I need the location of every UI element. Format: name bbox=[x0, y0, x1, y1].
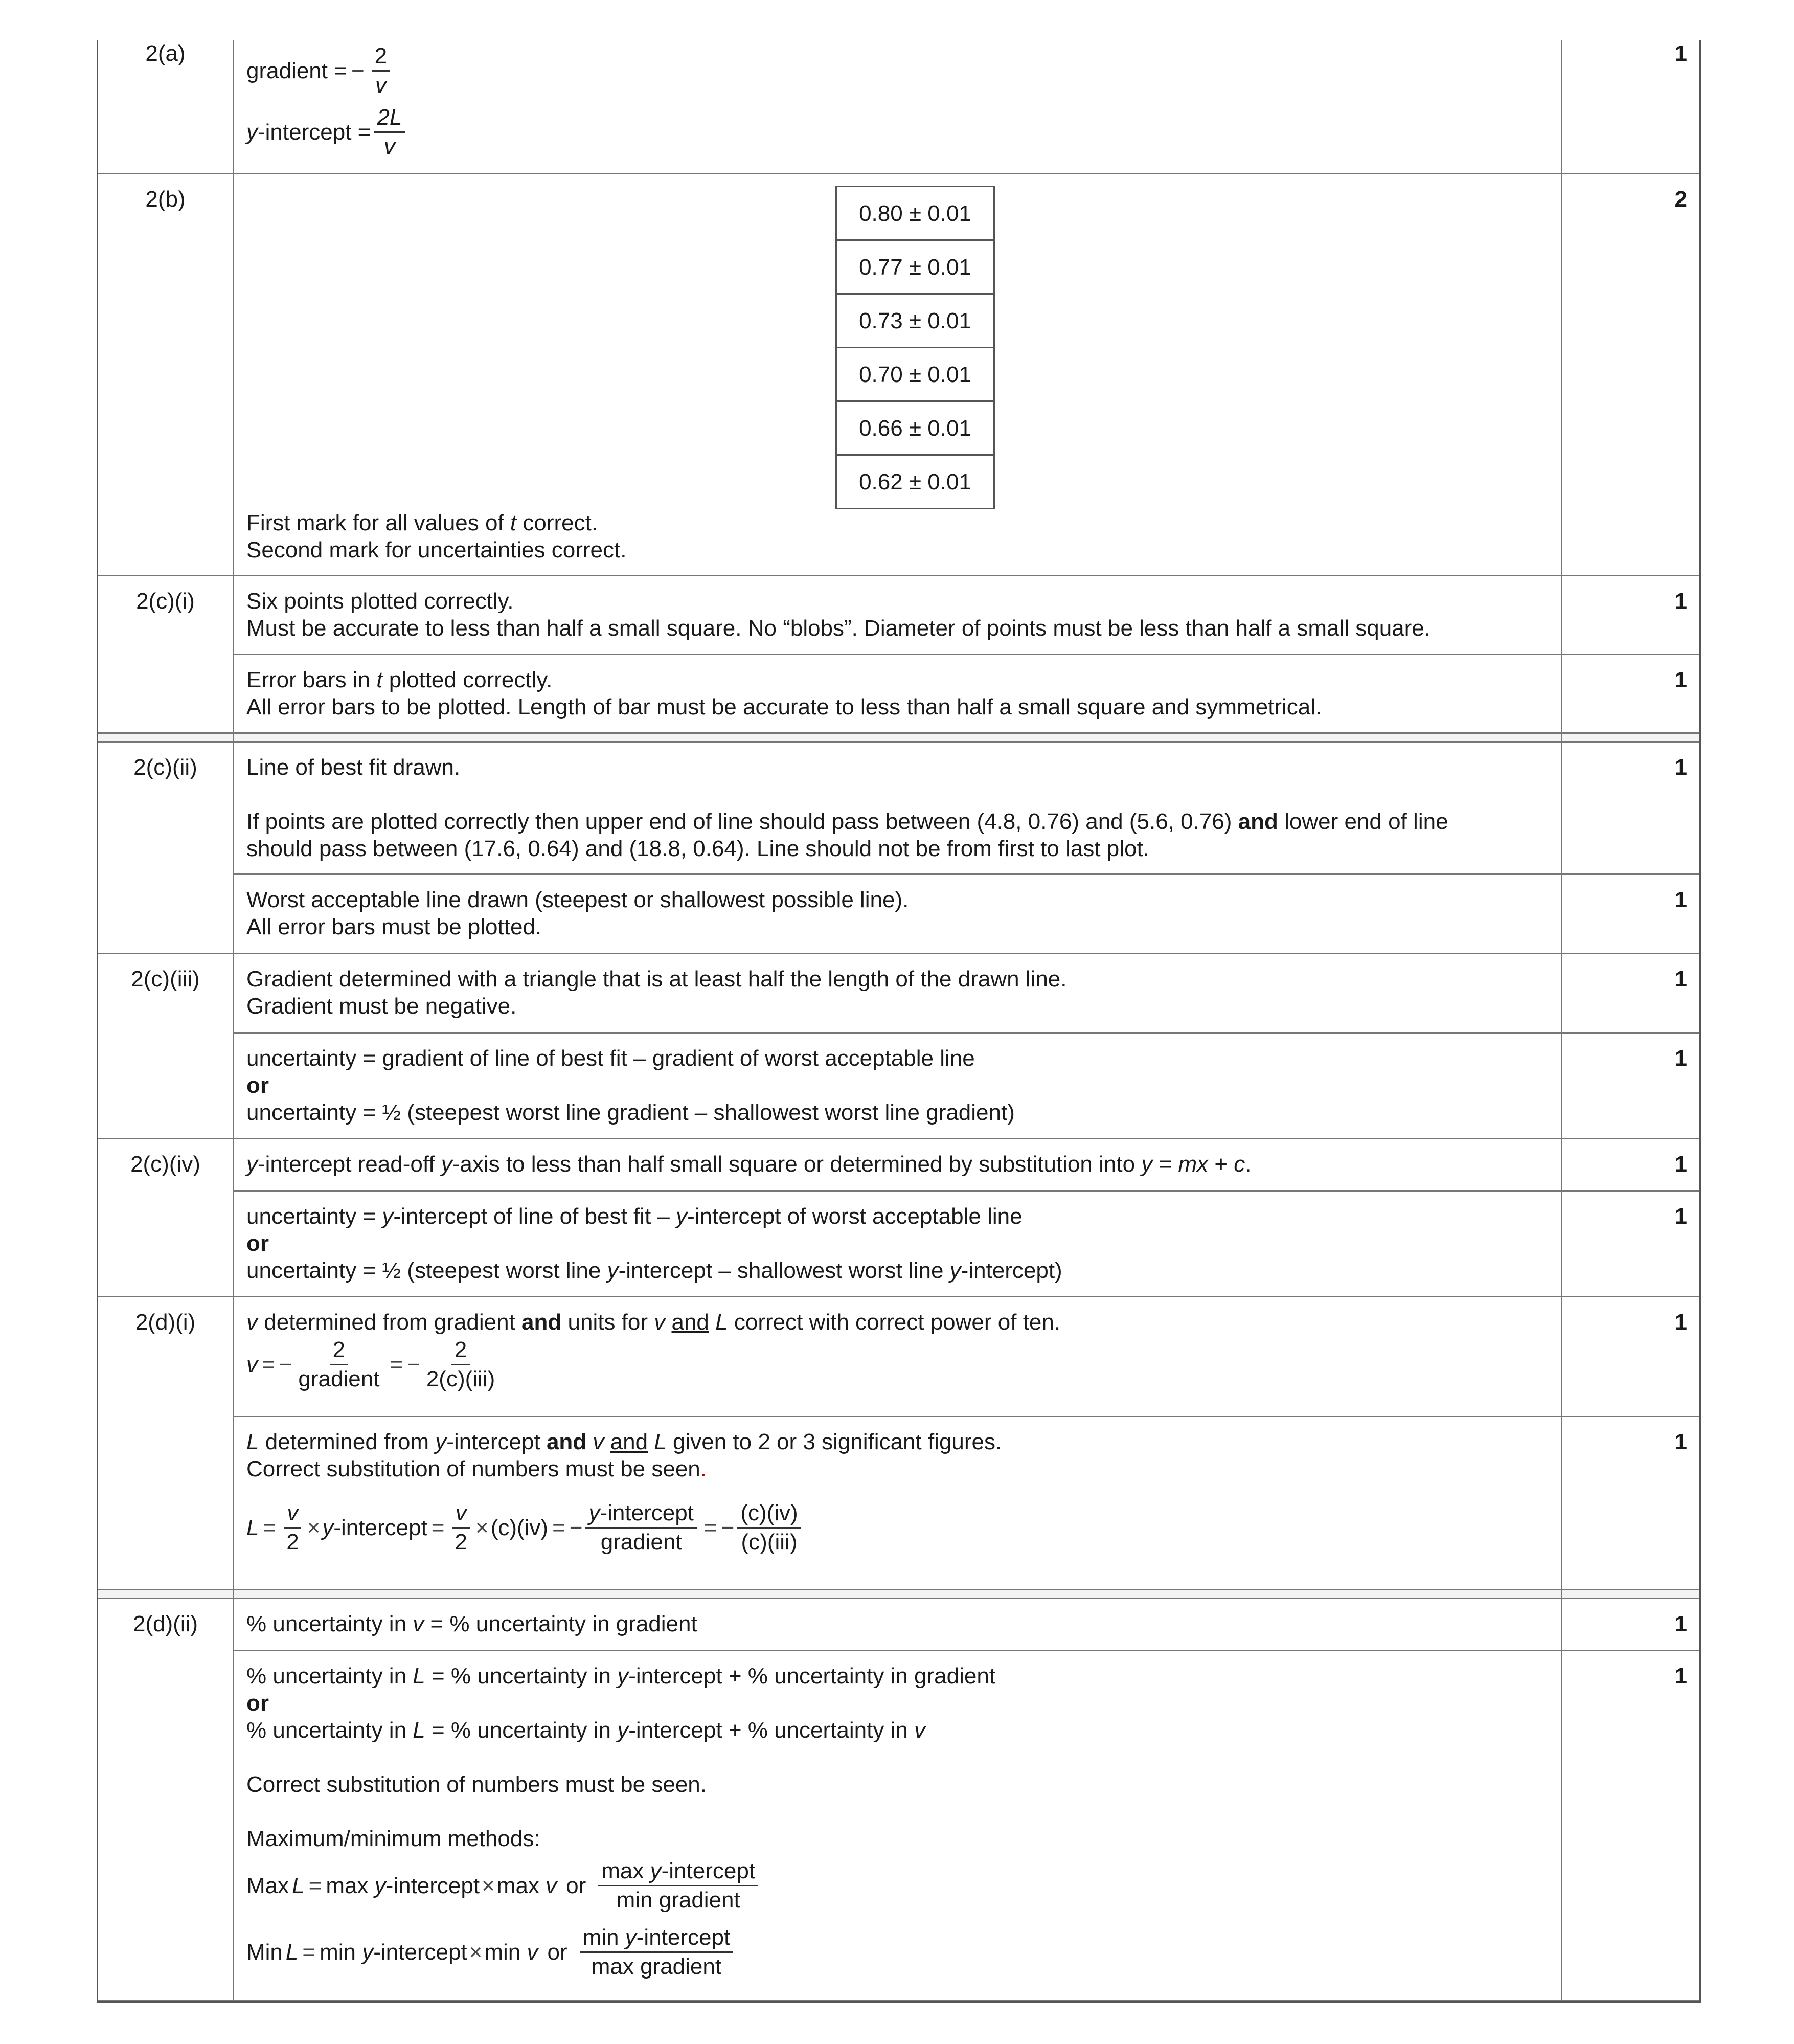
answer-line: uncertainty = ½ (steepest worst line y-intercept – shallowest worst line y-intercept) bbox=[246, 1258, 1062, 1283]
gradient-expression bbox=[246, 40, 1549, 101]
answer-line: Error bars in t plotted correctly. bbox=[246, 667, 553, 692]
answer-line: Six points plotted correctly. bbox=[246, 589, 514, 614]
value-cell: 0.62 ± 0.01 bbox=[836, 455, 994, 509]
L-equation: L = $\frac{v}{2}$ × y-intercept = $\frac{v}{2}$ × (c)(iv) = − $\frac{\text{y-intercept}}{\text{gradient}}$ = − $\frac{(c)(iv)}{\text{(c)(iii)}}$ bbox=[246, 1492, 1549, 1563]
answer-cell bbox=[234, 1191, 1562, 1297]
min-L-equation: Min L = min y -intercept × min v or $\frac{\text{min y-intercept}}{\text{max gradient}}$ bbox=[246, 1919, 1549, 1985]
question-number: 2(c)(i) bbox=[98, 576, 234, 733]
row-2dii-b bbox=[98, 1651, 1699, 2001]
answer-cell bbox=[234, 954, 1562, 1033]
mark: 1 bbox=[1561, 1139, 1699, 1191]
mark-scheme-table bbox=[98, 40, 1699, 2001]
answer-line: % uncertainty in L = % uncertainty in y-intercept + % uncertainty in gradient bbox=[246, 1664, 996, 1689]
row-2di-b bbox=[98, 1417, 1699, 1590]
answer-cell bbox=[234, 40, 1562, 174]
or-word: or bbox=[246, 1231, 269, 1256]
fraction: $\frac{\text{min y-intercept}}{\text{max gradient}}$ bbox=[580, 1924, 734, 1981]
mark: 1 bbox=[1561, 954, 1699, 1033]
answer-cell bbox=[234, 655, 1562, 733]
value-cell: 0.80 ± 0.01 bbox=[836, 187, 994, 240]
answer-line: % uncertainty in L = % uncertainty in y-intercept + % uncertainty in v bbox=[246, 1718, 926, 1743]
answer-cell bbox=[234, 1417, 1562, 1590]
answer-cell bbox=[234, 1599, 1562, 1651]
mark: 1 bbox=[1561, 655, 1699, 733]
or-word: or bbox=[246, 1691, 269, 1716]
answer-line: Line of best fit drawn. bbox=[246, 755, 461, 780]
minus-sign: − bbox=[351, 58, 365, 83]
max-L-equation: Max L = max y -intercept × max v or $\frac{\text{max y-intercept}}{\text{min gradient}}$ bbox=[246, 1852, 1549, 1919]
mark: 1 bbox=[1561, 576, 1699, 655]
mark-scheme-sheet bbox=[97, 40, 1701, 2003]
question-number: 2(c)(iv) bbox=[98, 1139, 234, 1297]
answer-line: All error bars to be plotted. Length of bar must be accurate to less than half a small square and symmetrical. bbox=[246, 694, 1322, 720]
row-2a bbox=[98, 40, 1699, 174]
mark: 1 bbox=[1561, 1191, 1699, 1297]
answer-line: Maximum/minimum methods: bbox=[246, 1826, 540, 1851]
row-2ci-b bbox=[98, 655, 1699, 733]
fraction: $\frac{\text{max y-intercept}}{\text{min gradient}}$ bbox=[598, 1857, 758, 1914]
row-2ci-a bbox=[98, 576, 1699, 655]
mark: 1 bbox=[1561, 1599, 1699, 1651]
or-word: or bbox=[246, 1073, 269, 1098]
answer-cell bbox=[234, 1297, 1562, 1417]
row-2di-a bbox=[98, 1297, 1699, 1417]
question-number: 2(d)(i) bbox=[98, 1297, 234, 1590]
mark: 2 bbox=[1561, 174, 1699, 576]
fraction: $\frac{2}{\text{gradient}}$ bbox=[298, 1337, 380, 1391]
note-line: First mark for all values of t correct. bbox=[246, 510, 598, 535]
answer-cell bbox=[234, 576, 1562, 655]
answer-line: Must be accurate to less than half a small square. No “blobs”. Diameter of points must be less than half a small square. bbox=[246, 616, 1430, 641]
section-gap bbox=[98, 733, 1699, 742]
notes bbox=[246, 509, 1549, 564]
mark: 1 bbox=[1561, 1417, 1699, 1590]
row-2ciii-a bbox=[98, 954, 1699, 1033]
answer-line: Gradient must be negative. bbox=[246, 994, 517, 1019]
fraction: $\frac{2}{\text{2(c)(iii)}}$ bbox=[426, 1337, 495, 1391]
intercept-expression bbox=[246, 101, 1549, 163]
question-number: 2(c)(ii) bbox=[98, 742, 234, 954]
answer-line: uncertainty = gradient of line of best fit – gradient of worst acceptable line bbox=[246, 1046, 975, 1071]
question-number: 2(c)(iii) bbox=[98, 954, 234, 1139]
answer-line: Correct substitution of numbers must be seen. bbox=[246, 1772, 707, 1797]
mark: 1 bbox=[1561, 1651, 1699, 2001]
row-2cii-a bbox=[98, 742, 1699, 874]
row-2dii-a bbox=[98, 1599, 1699, 1651]
fraction: $\frac{(c)(iv)}{\text{(c)(iii)}}$ bbox=[737, 1499, 801, 1556]
question-number: 2(b) bbox=[98, 174, 234, 576]
note-line: Second mark for uncertainties correct. bbox=[246, 537, 627, 563]
answer-line: y-intercept read-off y-axis to less than half small square or determined by substitution into y = mx + c. bbox=[246, 1152, 1252, 1177]
answer-line: uncertainty = y-intercept of line of best fit – y-intercept of worst acceptable line bbox=[246, 1204, 1023, 1229]
denominator: v bbox=[375, 72, 387, 98]
fraction: $\frac{v}{2}$ bbox=[452, 1499, 470, 1556]
answer-line: Correct substitution of numbers must be seen. bbox=[246, 1456, 707, 1481]
value-cell: 0.66 ± 0.01 bbox=[836, 401, 994, 455]
value-cell: 0.70 ± 0.01 bbox=[836, 348, 994, 401]
v-equation: v = − $\frac{2}{\text{gradient}}$ = − $\frac{2}{\text{2(c)(iii)}}$ bbox=[246, 1336, 1549, 1393]
mark: 1 bbox=[1561, 40, 1699, 174]
answer-line: L determined from y-intercept and v and L given to 2 or 3 significant figures. bbox=[246, 1429, 1002, 1454]
gradient-fraction bbox=[372, 42, 390, 99]
answer-line: should pass between (17.6, 0.64) and (18.8, 0.64). Line should not be from first to last plot. bbox=[246, 836, 1149, 861]
answer-cell bbox=[234, 1139, 1562, 1191]
intercept-fraction bbox=[374, 104, 405, 161]
mark: 1 bbox=[1561, 742, 1699, 874]
numerator: 2L bbox=[374, 104, 405, 133]
row-2b bbox=[98, 174, 1699, 576]
answer-line: Worst acceptable line drawn (steepest or shallowest possible line). bbox=[246, 887, 909, 912]
mark: 1 bbox=[1561, 874, 1699, 954]
answer-line: v determined from gradient and units for v and L correct with correct power of ten. bbox=[246, 1310, 1061, 1335]
answer-line: All error bars must be plotted. bbox=[246, 914, 542, 939]
row-2civ-a bbox=[98, 1139, 1699, 1191]
numerator: 2 bbox=[372, 42, 390, 72]
answer-line: % uncertainty in v = % uncertainty in gradient bbox=[246, 1611, 697, 1636]
answer-cell bbox=[234, 742, 1562, 874]
mark: 1 bbox=[1561, 1297, 1699, 1417]
answer-line: uncertainty = ½ (steepest worst line gradient – shallowest worst line gradient) bbox=[246, 1100, 1015, 1125]
question-number: 2(d)(ii) bbox=[98, 1599, 234, 2001]
denominator: v bbox=[383, 133, 395, 159]
fraction: $\frac{\text{y-intercept}}{\text{gradient}}$ bbox=[585, 1499, 696, 1556]
row-2cii-b bbox=[98, 874, 1699, 954]
value-cell: 0.73 ± 0.01 bbox=[836, 294, 994, 348]
fraction: $\frac{v}{2}$ bbox=[283, 1499, 302, 1556]
section-gap bbox=[98, 1590, 1699, 1599]
answer-cell bbox=[234, 174, 1562, 576]
answer-cell bbox=[234, 1651, 1562, 2001]
answer-line: Gradient determined with a triangle that is at least half the length of the drawn line. bbox=[246, 967, 1067, 992]
values-table bbox=[835, 186, 995, 509]
row-2ciii-b bbox=[98, 1033, 1699, 1139]
value-cell: 0.77 ± 0.01 bbox=[836, 240, 994, 294]
answer-cell bbox=[234, 1033, 1562, 1139]
row-2civ-b bbox=[98, 1191, 1699, 1297]
gradient-label: gradient = bbox=[246, 58, 347, 83]
question-number: 2(a) bbox=[98, 40, 234, 174]
intercept-label: y-intercept = bbox=[246, 119, 371, 145]
answer-line: If points are plotted correctly then upper end of line should pass between (4.8, 0.76) and (5.6, 0.76) and lower end of line bbox=[246, 809, 1448, 834]
answer-cell bbox=[234, 874, 1562, 954]
mark: 1 bbox=[1561, 1033, 1699, 1139]
